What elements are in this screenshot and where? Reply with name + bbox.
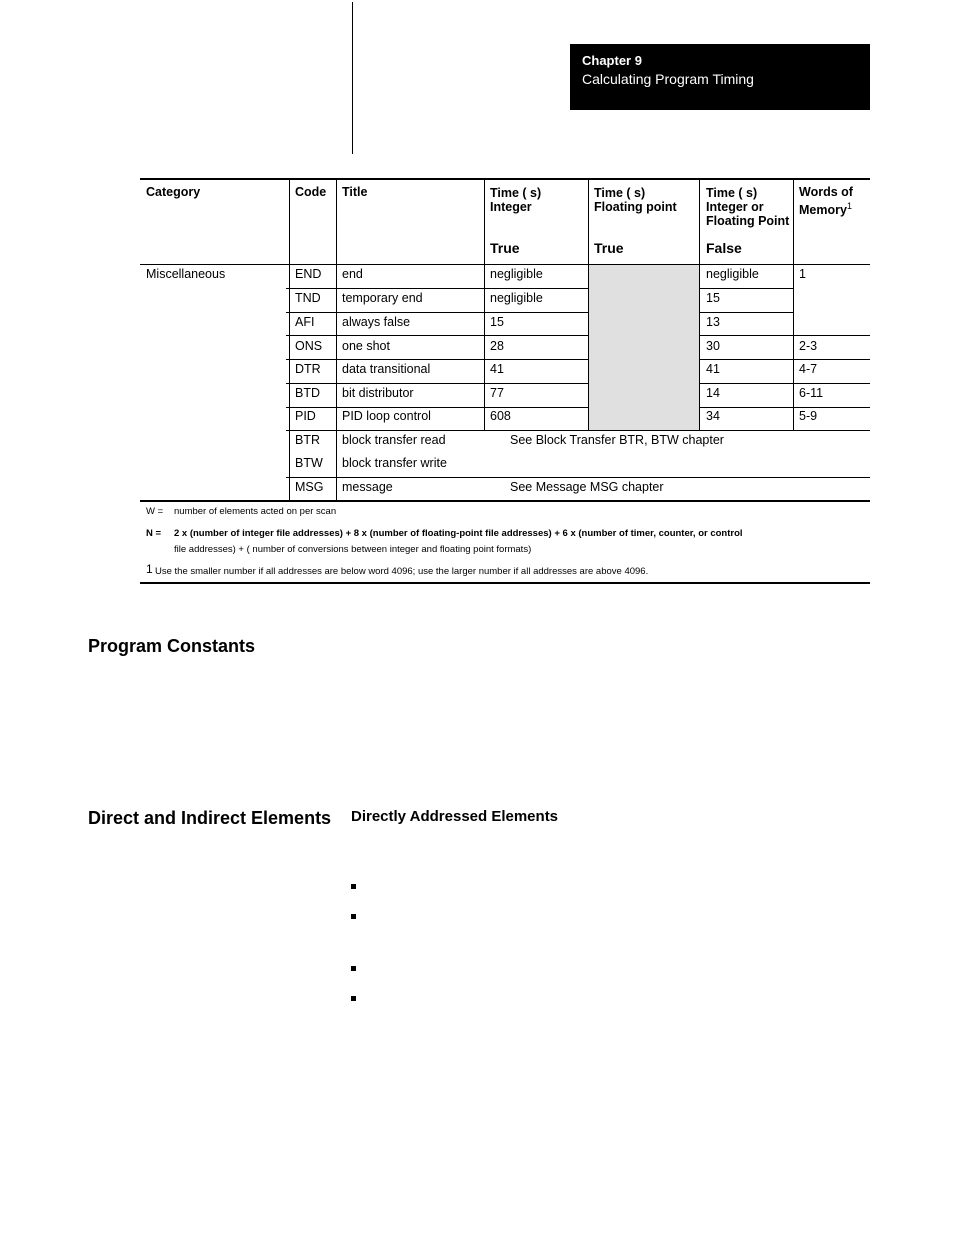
btr-code: BTR [295, 433, 320, 447]
row-words: 6-11 [799, 386, 824, 400]
header-category: Category [146, 185, 201, 199]
row-false: negligible [706, 267, 759, 281]
btw-code: BTW [295, 456, 323, 470]
bullet-marker [351, 884, 356, 889]
row-int: negligible [490, 291, 543, 305]
row-title: one shot [342, 339, 390, 353]
margin-rule [352, 2, 353, 154]
bullet-marker [351, 914, 356, 919]
row-title: temporary end [342, 291, 423, 305]
bullet-marker [351, 996, 356, 1001]
header-true-2: True [594, 240, 624, 256]
footnote-n-label: N = [146, 528, 162, 539]
timing-table [140, 178, 870, 584]
row-false: 14 [706, 386, 720, 400]
row-int: 15 [490, 315, 504, 329]
header-true-1: True [490, 240, 520, 256]
row-code: AFI [295, 315, 315, 329]
row-int: 28 [490, 339, 504, 353]
header-false: False [706, 240, 742, 256]
chapter-title: Calculating Program Timing [582, 71, 754, 87]
header-words-1: Words of [799, 185, 853, 199]
header-time-float-1: Time ( s) [594, 186, 646, 200]
footnote-n-text1: 2 x (number of integer file addresses) + 8 x (number of floating-point file addresses) + 6 x (number of timer, counter, or control [174, 528, 743, 539]
footnote-w-text: number of elements acted on per scan [174, 506, 337, 517]
btr-title: block transfer read [342, 433, 446, 447]
row-false: 13 [706, 315, 720, 329]
msg-code: MSG [295, 480, 324, 494]
row-int: 41 [490, 362, 504, 376]
header-words-2: Memory$^1$ [799, 201, 852, 218]
row-code: DTR [295, 362, 321, 376]
row-false: 15 [706, 291, 720, 305]
header-time-int-2: Integer [490, 200, 532, 214]
chapter-label: Chapter 9 [582, 53, 642, 68]
section-program-constants: Program Constants [88, 636, 256, 656]
row-false: 34 [706, 409, 720, 423]
row-code: BTD [295, 386, 320, 400]
footnote-1-text: Use the smaller number if all addresses are below word 4096; use the larger number if all addresses are above 4096. [155, 566, 649, 577]
header-title: Title [342, 185, 368, 199]
btr-note: See Block Transfer BTR, BTW chapter [510, 433, 724, 447]
header-time-false-2: Integer or [706, 200, 764, 214]
row-code: END [295, 267, 322, 281]
section-direct-indirect: Direct and Indirect Elements [88, 808, 332, 828]
header-code: Code [295, 185, 327, 199]
btw-title: block transfer write [342, 456, 447, 470]
row-code: TND [295, 291, 321, 305]
row-title: end [342, 267, 363, 281]
row-int: 608 [490, 409, 511, 423]
footnote-1-sup: 1 [146, 562, 153, 576]
row-words: 2-3 [799, 339, 818, 353]
category-cell: Miscellaneous [146, 267, 226, 281]
chapter-header [570, 44, 870, 110]
row-code: ONS [295, 339, 323, 353]
footnote-n-text2: file addresses) + ( number of conversions between integer and floating point formats) [174, 544, 532, 555]
row-code: PID [295, 409, 316, 423]
header-time-float-2: Floating point [594, 200, 677, 214]
msg-note: See Message MSG chapter [510, 480, 664, 494]
row-title: data transitional [342, 362, 431, 376]
float-shade [589, 265, 699, 430]
header-time-int-1: Time ( s) [490, 186, 542, 200]
subsection-directly-addressed: Directly Addressed Elements [351, 808, 559, 825]
row-title: always false [342, 315, 411, 329]
row-words: 5-9 [799, 409, 818, 423]
header-time-false-1: Time ( s) [706, 186, 758, 200]
row-false: 30 [706, 339, 720, 353]
row-title: bit distributor [342, 386, 414, 400]
row-words: 1 [799, 267, 806, 281]
bullet-marker [351, 966, 356, 971]
header-time-false-3: Floating Point [706, 214, 790, 228]
row-words: 4-7 [799, 362, 818, 376]
msg-title: message [342, 480, 393, 494]
row-title: PID loop control [342, 409, 431, 423]
row-int: negligible [490, 267, 543, 281]
row-false: 41 [706, 362, 720, 376]
row-int: 77 [490, 386, 504, 400]
footnote-w-label: W = [146, 506, 164, 517]
